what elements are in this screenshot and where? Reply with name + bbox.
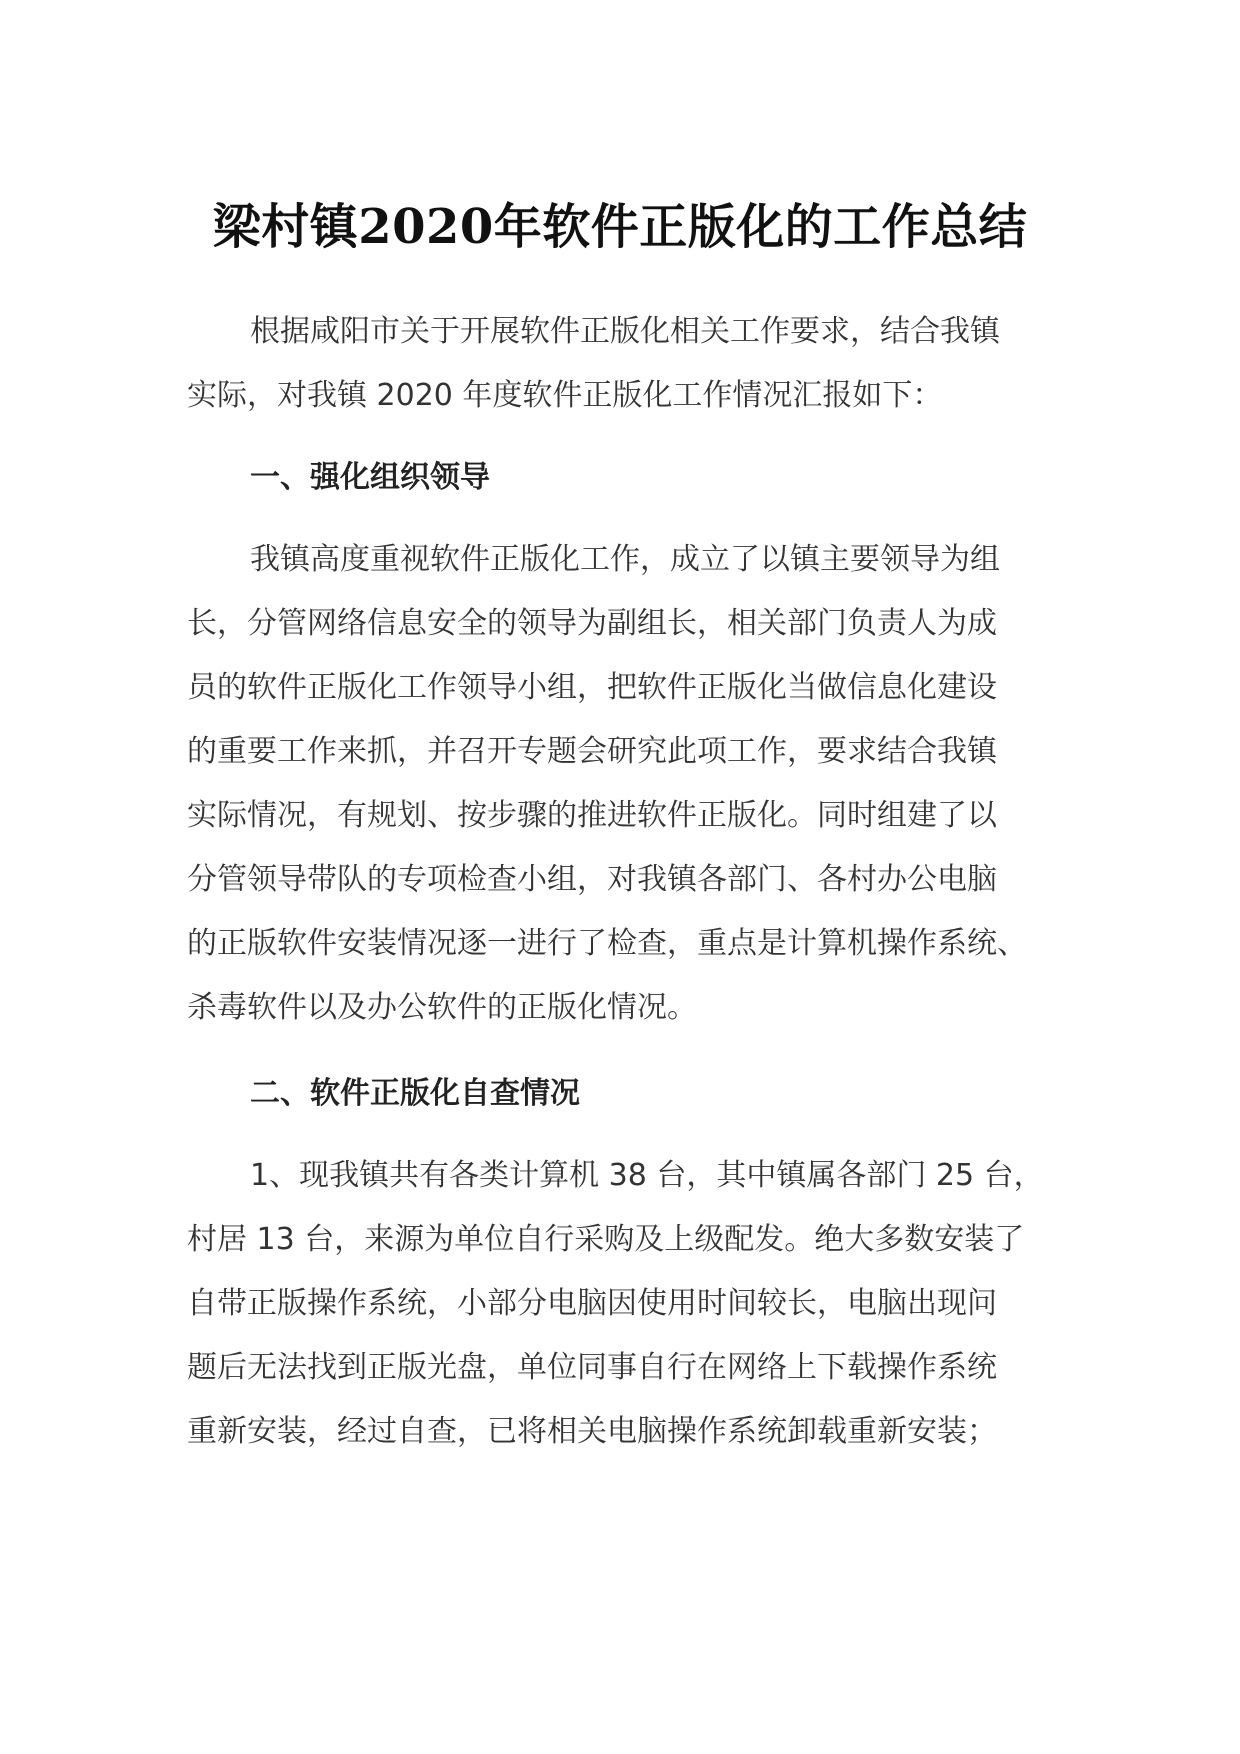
section-2-line-1: 1、现我镇共有各类计算机 38 台，其中镇属各部门 25 台， [250,1158,1044,1193]
section-2-heading: 二、软件正版化自查情况 [250,1076,580,1111]
section-1-heading: 一、强化组织领导 [250,460,490,495]
section-1-line-6: 分管领导带队的专项检查小组，对我镇各部门、各村办公电脑 [187,862,997,897]
section-1-line-8: 杀毒软件以及办公软件的正版化情况。 [187,990,697,1025]
section-1-line-5: 实际情况，有规划、按步骤的推进软件正版化。同时组建了以 [187,798,997,833]
section-2-line-4: 题后无法找到正版光盘，单位同事自行在网络上下载操作系统 [187,1350,997,1385]
document-title: 梁村镇2020年软件正版化的工作总结 [212,199,1028,255]
intro-line-1: 根据咸阳市关于开展软件正版化相关工作要求，结合我镇 [250,314,1000,349]
section-2-line-3: 自带正版操作系统，小部分电脑因使用时间较长，电脑出现问 [187,1286,997,1321]
intro-line-2: 实际，对我镇 2020 年度软件正版化工作情况汇报如下： [187,378,943,413]
section-1-line-7: 的正版软件安装情况逐一进行了检查，重点是计算机操作系统、 [187,926,1027,961]
section-2-line-2: 村居 13 台，来源为单位自行采购及上级配发。绝大多数安装了 [187,1222,1025,1257]
section-1-line-4: 的重要工作来抓，并召开专题会研究此项工作，要求结合我镇 [187,734,997,769]
section-2-line-5: 重新安装，经过自查，已将相关电脑操作系统卸载重新安装； [187,1414,997,1449]
section-1-line-2: 长，分管网络信息安全的领导为副组长，相关部门负责人为成 [187,606,997,641]
section-1-line-1: 我镇高度重视软件正版化工作，成立了以镇主要领导为组 [250,542,1000,577]
section-1-line-3: 员的软件正版化工作领导小组，把软件正版化当做信息化建设 [187,670,997,705]
